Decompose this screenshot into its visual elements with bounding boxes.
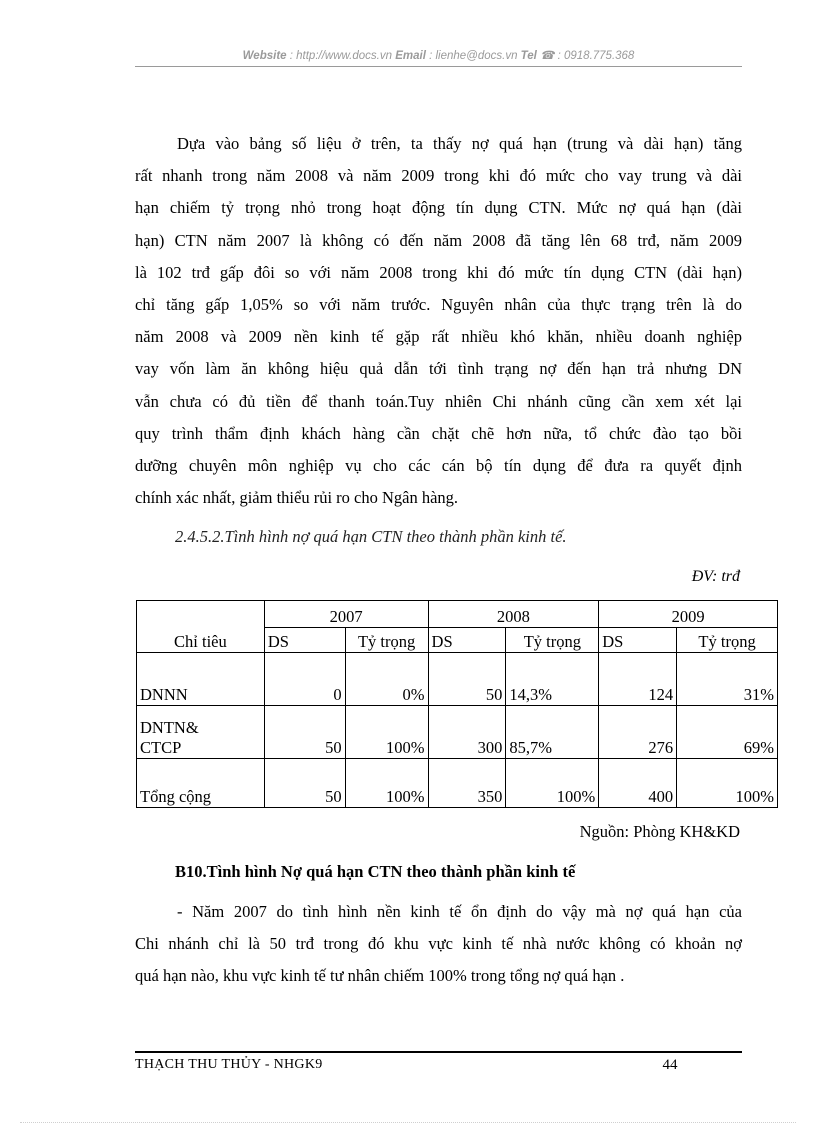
cell-value: 50 bbox=[428, 653, 506, 706]
year-header: 2007 bbox=[264, 601, 428, 628]
cell-share: 69% bbox=[677, 706, 778, 759]
cell-share: 31% bbox=[677, 653, 778, 706]
cell-value: 50 bbox=[264, 759, 345, 808]
paragraph-line: chỉ tăng gấp 1,05% so với năm trước. Nguyên nhân của thực trạng trên là do bbox=[135, 295, 742, 315]
cell-value: 350 bbox=[428, 759, 506, 808]
cell-value: 0 bbox=[264, 653, 345, 706]
ds-header: DS bbox=[264, 628, 345, 653]
cell-value: 124 bbox=[599, 653, 677, 706]
cell-share: 14,3% bbox=[506, 653, 599, 706]
paragraph-line: năm 2008 và 2009 nền kinh tế gặp rất nhiều khó khăn, nhiều doanh nghiệp bbox=[135, 327, 742, 347]
table-source: Nguồn: Phòng KH&KD bbox=[579, 822, 740, 841]
email-label: Email bbox=[395, 50, 426, 62]
row-label bbox=[137, 706, 265, 759]
table-row bbox=[137, 706, 778, 759]
table-caption: B10.Tình hình Nợ quá hạn CTN theo thành phần kinh tế bbox=[175, 862, 576, 881]
paragraph-line: vẫn chưa có đủ tiền để thanh toán.Tuy nhiên Chi nhánh cũng cần xem xét lại bbox=[135, 391, 742, 411]
year-header: 2009 bbox=[599, 601, 778, 628]
paragraph-line: Dựa vào bảng số liệu ở trên, ta thấy nợ quá hạn (trung và dài hạn) tăng bbox=[177, 134, 742, 153]
paragraph-line: quá hạn nào, khu vực kinh tế tư nhân chiếm 100% trong tổng nợ quá hạn . bbox=[135, 966, 625, 986]
page-header bbox=[135, 48, 742, 62]
year-header: 2008 bbox=[428, 601, 599, 628]
paragraph-line: rất nhanh trong năm 2008 và năm 2009 trong khi đó mức cho vay trung và dài bbox=[135, 166, 742, 186]
email-value: : lienhe@docs.vn bbox=[425, 50, 521, 62]
share-header: Tỷ trọng bbox=[345, 628, 428, 653]
page-number: 44 bbox=[662, 1057, 678, 1073]
tel-value: ☎ : 0918.775.368 bbox=[536, 50, 635, 62]
overdue-debt-table bbox=[136, 600, 778, 808]
cell-share: 85,7% bbox=[506, 706, 599, 759]
footer-divider bbox=[135, 1051, 742, 1053]
paragraph-line: hạn) CTN năm 2007 là không có đến năm 2008 đã tăng lên 68 trđ, năm 2009 bbox=[135, 230, 742, 250]
row-header-cell: Chỉ tiêu bbox=[137, 601, 265, 653]
cell-share: 100% bbox=[345, 759, 428, 808]
paragraph-line: quy trình thẩm định khách hàng cần chặt chẽ hơn nữa, tổ chức đào tạo bồi bbox=[135, 423, 742, 443]
paragraph-line: dưỡng chuyên môn nghiệp vụ cho các cán bộ tín dụng để đưa ra quyết định bbox=[135, 456, 742, 476]
website-value: : http://www.docs.vn bbox=[286, 50, 396, 62]
ds-header: DS bbox=[599, 628, 677, 653]
row-label-line: CTCP bbox=[140, 738, 182, 757]
table-row bbox=[137, 653, 778, 706]
website-label: Website bbox=[242, 50, 287, 62]
paragraph-line: chính xác nhất, giảm thiểu rủi ro cho Ngân hàng. bbox=[135, 488, 459, 508]
tel-label: Tel bbox=[520, 50, 537, 62]
unit-label: ĐV: trđ bbox=[691, 568, 740, 585]
cell-value: 276 bbox=[599, 706, 677, 759]
cell-share: 100% bbox=[677, 759, 778, 808]
row-label: DNNN bbox=[137, 653, 265, 706]
cell-value: 400 bbox=[599, 759, 677, 808]
paragraph-line: - Năm 2007 do tình hình nền kinh tế ổn định do vậy mà nợ quá hạn của bbox=[177, 902, 742, 921]
section-title: 2.4.5.2.Tình hình nợ quá hạn CTN theo thành phần kinh tế. bbox=[175, 527, 567, 546]
header-divider bbox=[135, 66, 742, 67]
table-total-row bbox=[137, 759, 778, 808]
ds-header: DS bbox=[428, 628, 506, 653]
paragraph-line: vay vốn làm ăn không hiệu quả dẫn tới tình trạng nợ đến hạn trả nhưng DN bbox=[135, 359, 742, 379]
share-header: Tỷ trọng bbox=[506, 628, 599, 653]
cell-value: 300 bbox=[428, 706, 506, 759]
cell-value: 50 bbox=[264, 706, 345, 759]
analysis-paragraph bbox=[135, 128, 742, 514]
paragraph-line: là 102 trđ gấp đôi so với năm 2008 trong khi đó mức tín dụng CTN (dài hạn) bbox=[135, 262, 742, 282]
row-label: Tổng cộng bbox=[137, 759, 265, 808]
cell-share: 0% bbox=[345, 653, 428, 706]
footer-author: THẠCH THU THỦY - NHGK9 bbox=[135, 1057, 323, 1072]
cell-share: 100% bbox=[506, 759, 599, 808]
table-header-row bbox=[137, 601, 778, 628]
paragraph-line: Chi nhánh chỉ là 50 trđ trong đó khu vực kinh tế nhà nước không có khoản nợ bbox=[135, 934, 742, 954]
paragraph-line: hạn chiếm tỷ trọng nhỏ trong hoạt động tín dụng CTN. Mức nợ quá hạn (dài bbox=[135, 198, 742, 218]
cell-share: 100% bbox=[345, 706, 428, 759]
summary-paragraph bbox=[135, 896, 742, 993]
share-header: Tỷ trọng bbox=[677, 628, 778, 653]
row-label-line: DNTN& bbox=[140, 718, 199, 737]
